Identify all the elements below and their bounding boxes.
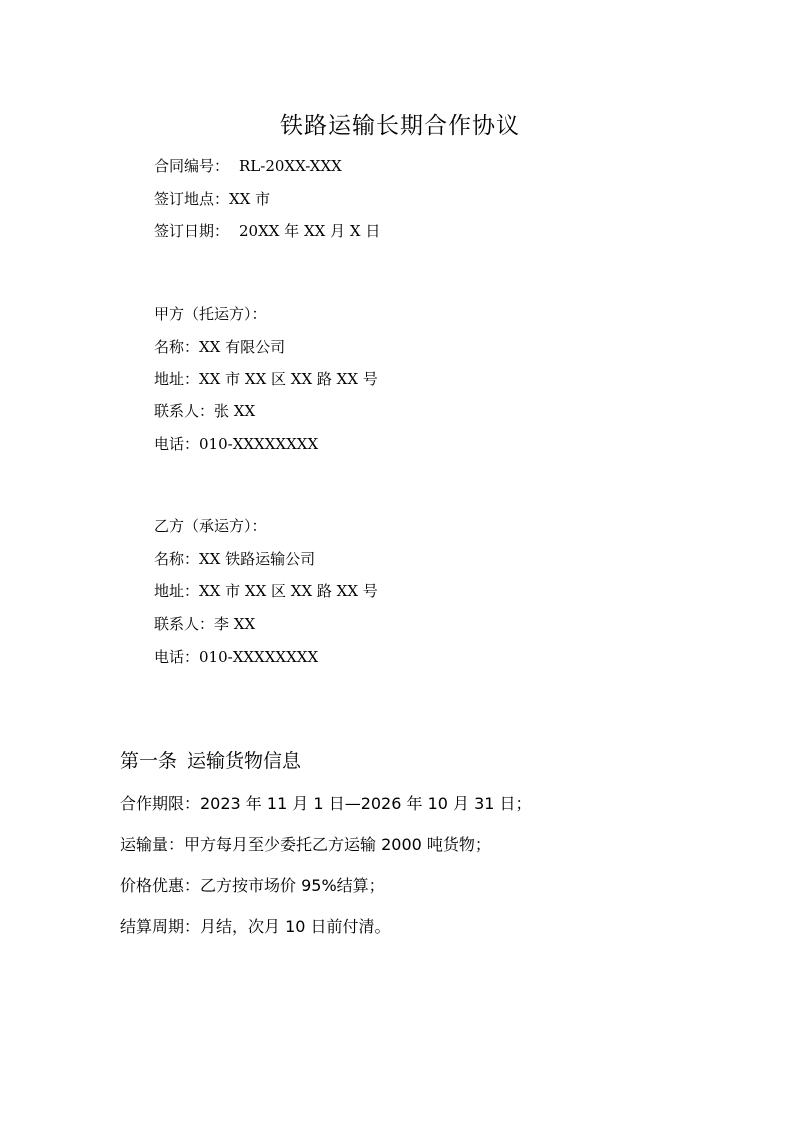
article-1-title: 运输货物信息 [187,750,302,772]
contract-number-line [154,155,342,177]
term-settlement-cycle: 结算周期：月结，次月 10 日前付清。 [120,917,391,936]
sign-date-line [154,220,380,242]
article-1-number: 第一条 [120,750,178,772]
sign-date-value: 20XX 年 XX 月 X 日 [239,222,381,240]
term-cooperation-period: 合作期限：2023 年 11 月 1 日—2026 年 10 月 31 日； [120,794,532,813]
term-transport-volume: 运输量：甲方每月至少委托乙方运输 2000 吨货物； [120,835,491,854]
contract-number-value: RL-20XX-XXX [239,157,342,175]
party-b-contact: 联系人：李 XX [154,615,256,633]
party-b-address: 地址：XX 市 XX 区 XX 路 XX 号 [154,582,378,600]
party-b-name: 名称：XX 铁路运输公司 [154,550,316,568]
term-price-discount: 价格优惠：乙方按市场价 95%结算； [120,876,385,895]
document-title: 铁路运输长期合作协议 [280,113,520,139]
party-a-address: 地址：XX 市 XX 区 XX 路 XX 号 [154,370,378,388]
party-b-phone: 电话：010-XXXXXXXX [154,648,319,666]
party-a-heading: 甲方（托运方）： [154,305,267,323]
sign-place-line: 签订地点：XX 市 [154,190,271,208]
party-b-heading: 乙方（承运方）： [154,517,267,535]
article-1-heading [120,746,301,776]
party-a-contact: 联系人：张 XX [154,402,256,420]
contract-number-label: 合同编号： [154,157,230,175]
sign-date-label: 签订日期： [154,222,230,240]
party-a-phone: 电话：010-XXXXXXXX [154,435,319,453]
party-a-name: 名称：XX 有限公司 [154,338,286,356]
